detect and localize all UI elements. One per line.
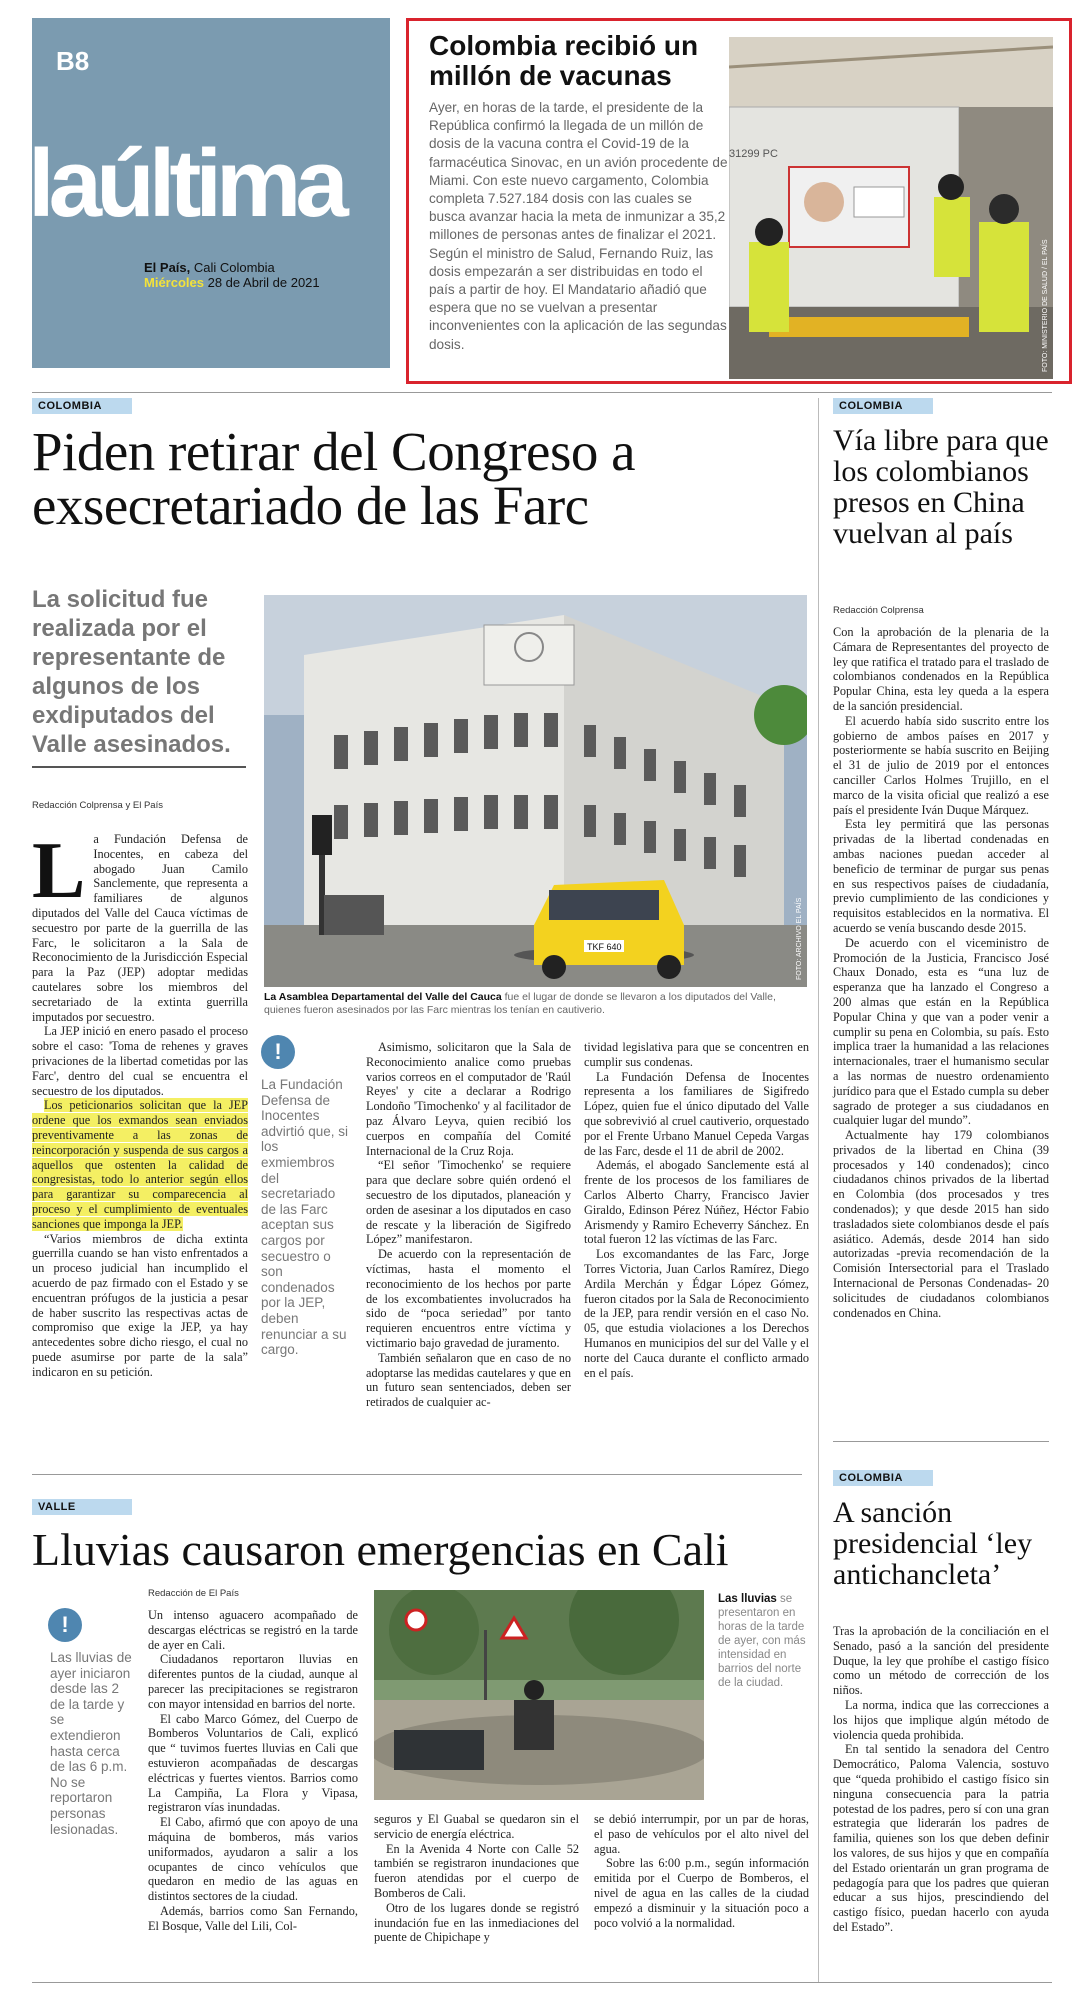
assembly-photo-caption [264, 991, 807, 1017]
right-divider [833, 1441, 1049, 1442]
cali-headline: Lluvias causaron emergencias en Cali [32, 1524, 729, 1575]
flood-photo-caption [718, 1592, 810, 1690]
farc-sidenote: La Fundación Defensa de Inocentes advirtió que, si los exmiembros del secretariado de las Farc aceptan sus cargos por secuestro o son condenados por la JEP, deben renunciar a su cargo. [261, 1077, 349, 1358]
caption-text: fue el lugar de donde se llevaron a los diputados del Valle, quienes fueron asesinados por las Farc mientras los tenían en cautiverio. [264, 991, 776, 1016]
cali-p1: Un intenso aguacero acompañado de descargas eléctricas se registró en la tarde de ayer en Cali. [148, 1608, 358, 1652]
cali-c3p0: se debió interrumpir, por un par de horas, el paso de vehículos por el alto nivel del agua. [594, 1812, 809, 1856]
masthead-dateline [144, 260, 320, 290]
assembly-photo [264, 595, 807, 987]
column-divider [818, 398, 819, 1983]
section-logo: laúltima [28, 130, 343, 237]
vaccine-headline: Colombia recibió un millón de vacunas [429, 30, 699, 91]
china-kicker: COLOMBIA [833, 398, 933, 414]
cali-kicker: VALLE [32, 1499, 132, 1515]
farc-c2p3: De acuerdo con la representación de víctimas, hasta el momento el reconocimiento de los hechos por parte de los excombatientes involucrados ha sido de “poca seriedad” por tanto requieren encuentros entre víctima y victimario bajo gravedad de juramento. [366, 1247, 571, 1350]
flood-photo-illustration [374, 1590, 704, 1800]
cali-byline: Redacción de El País [148, 1588, 239, 1599]
cali-c2p0: seguros y El Guabal se quedaron sin el servicio de energía eléctrica. [374, 1812, 579, 1841]
weekday: Miércoles [144, 275, 204, 290]
farc-kicker: COLOMBIA [32, 398, 132, 414]
chancleta-p1: Tras la aprobación de la conciliación en el Senado, pasó a la sanción del presidente Duque, la ley que prohíbe el castigo físico como un método de corrección de los niños. [833, 1624, 1049, 1698]
china-p5: Actualmente hay 179 colombianos privados de la libertad en China (39 procesados y 140 condenados); cinco ciudadanos chinos privados de la libertad en Colombia (dos procesados y tres condenados); y que desde 2015 han sido trasladados siete colombianos desde el país asiático. Además, desde 2014 han sido autorizadas -previa recomendación de la Comisión Intersectorial para el Traslado Internacional de Personas Condenadas- 20 solicitudes de ciudadanos colombianos condenados en China. [833, 1128, 1049, 1320]
farc-p3-highlight: Los peticionarios solicitan que la JEP ordene que los exmandos sean enviados preventivamente a las zonas de reincorporación y suspenda de sus cargos a aquellos que ostenten la calidad de congresistas, todo lo anterior según ellos para garantizar su comparecencia al proceso y el cumplimiento de eventuales sanciones que imponga la JEP. [32, 1098, 248, 1231]
farc-c2p1: Asimismo, solicitaron que la Sala de Reconocimiento analice como pruebas varios correos en el computador de 'Raúl Reyes' y cite a declarar a Rodrigo Londoño 'Timochenko' y al facilitador de paz Álvaro Leyva, quien recibió los cuerpos en compañía del Comité Internacional de la Cruz Roja. [366, 1040, 571, 1158]
farc-p4: “Varios miembros de dicha extinta guerrilla cuando se han visto enfrentados a un proceso judicial han incumplido el acuerdo de paz firmado con el Estado y se encuentran prófugos de la justicia a pesar de haber suscrito las respectivas actas de compromiso que exige la JEP, ya hay antecedentes sobre dicho riesgo, el cual no puede asumirse por parte de la sala” indicaron en su petición. [32, 1231, 248, 1379]
taxi-plate: TKF 640 [587, 942, 622, 952]
cali-sidenote: Las lluvias de ayer iniciaron desde las 2 de la tarde y se extendieron hasta cerca de las 6 p.m. No se reportaron personas lesionadas. [50, 1650, 132, 1837]
deck-rule [32, 766, 246, 768]
top-divider [32, 392, 1052, 393]
farc-c3p3: Los excomandantes de las Farc, Jorge Torres Victoria, Juan Carlos Ramírez, Diego Ardila Merchán y Édgar López Gómez, fueron citados por la Sala de Reconocimiento de la JEP, para rendir versión en el caso No. 05, que estudia violaciones a los Derechos Humanos en municipios del sur del Valle y el norte del Cauca durante el conflicto armado en el país. [584, 1247, 809, 1380]
cali-column-1 [148, 1608, 358, 1934]
farc-c3p0: tividad legislativa para que se concentren en cumplir sus condenas. [584, 1040, 809, 1069]
caption-bold: La Asamblea Departamental del Valle del Cauca [264, 991, 502, 1003]
paper-name: El País, [144, 260, 191, 275]
cali-caption-bold: Las lluvias [718, 1593, 777, 1605]
exclamation-icon: ! [261, 1035, 295, 1069]
assembly-photo-credit: FOTO: ARCHIVO EL PAÍS [796, 897, 803, 980]
chancleta-body [833, 1624, 1049, 1935]
masthead [28, 18, 390, 368]
cali-p4: El Cabo, afirmó que con apoyo de una máquina de bomberos, más varios uniformados, ayudaron a salir a los ocupantes de cinco vehículos que quedaron en medio de las aguas en distintos sectores de la ciudad. [148, 1815, 358, 1904]
city: Cali Colombia [190, 260, 275, 275]
farc-column-1 [32, 827, 248, 1379]
farc-c2p4: También señalaron que en caso de no adoptarse las medidas cautelares y que en un futuro sean sentenciados, deben ser retirados de cualquier ac- [366, 1350, 571, 1410]
flood-photo [374, 1590, 704, 1800]
chancleta-p2: La norma, indica que las correcciones a los hijos que implique algún método de violencia queda prohibida. [833, 1697, 1049, 1742]
farc-column-3 [584, 1040, 809, 1380]
farc-byline: Redacción Colprensa y El País [32, 800, 163, 811]
cali-caption-text: se presentaron en horas de la tarde de ayer, con más intensidad en barrios del norte de la ciudad. [718, 1593, 806, 1689]
china-body [833, 625, 1049, 1320]
bottom-rule [32, 1982, 1052, 1983]
cali-column-3 [594, 1812, 809, 1930]
farc-c3p2: Además, el abogado Sanclemente está al frente de los procesos de los familiares de Carlos Alberto Charry, Francisco Javier Giraldo, Edinson Pérez Núñez, Héctor Fabio Arismendy y Ramiro Echeverry Sánchez. En total fueron 12 las víctimas de las Farc. [584, 1158, 809, 1247]
assembly-photo-illustration [264, 595, 807, 987]
china-p2: El acuerdo había sido suscrito entre los gobierno de ambos países en 2017 y posteriormente se había suscrito en Beijing el 31 de julio de 2019 por el entonces canciller Carlos Holmes Trujillo, en el marco de la visita oficial que realizó a ese país el presidente Iván Duque Márquez. [833, 713, 1049, 817]
chancleta-kicker: COLOMBIA [833, 1470, 933, 1486]
exclamation-icon: ! [48, 1608, 82, 1642]
section-divider [32, 1474, 802, 1475]
china-p1: Con la aprobación de la plenaria de la Cámara de Representantes del proyecto de ley que ratifica el tratado para el traslado de colombianos condenados en la República Popular China, esta ley queda a la espera de la sanción presidencial. [833, 625, 1049, 713]
farc-c3p1: La Fundación Defensa de Inocentes representa a los familiares de Sigifredo López, quien fue el único diputado del Valle que sobrevivió al cruel cautiverio, orquestado por el Frente Urbano Manuel Cepeda Vargas de las Farc, desde el 11 de abril de 2002. [584, 1069, 809, 1158]
vaccine-body: Ayer, en horas de la tarde, el presidente de la República confirmó la llegada de un millón de dosis de la vacuna contra el Covid-19 de la farmacéutica Sinovac, en un avión procedente de Miami. Con este nuevo cargamento, Colombia completa 7.527.184 dosis con las cuales se busca avanzar hacia la meta de inmunizar a 35,2 millones de personas antes de finalizar el 2021. Según el ministro de Salud, Fernando Ruiz, las dosis empezarán a ser distribuidas en todo el país a partir de hoy. El Mandatario añadió que espera que no se vuelvan a presentar inconvenientes con la aplicación de las segundas dosis. [429, 100, 728, 352]
vaccine-photo [729, 37, 1053, 379]
china-byline: Redacción Colprensa [833, 605, 924, 616]
china-p3: Esta ley permitirá que las personas privadas de la libertad condenadas en ambas naciones puedan acceder al beneficio de terminar de purgar sus penas en sus respectivos países de ciudadanía, previo cumplimiento de las condiciones y requisitos establecidos en la normativa. El acuerdo se venía buscando desde 2015. [833, 817, 1049, 935]
chancleta-headline: A sanción presidencial ‘ley antichancleta’ [833, 1496, 1033, 1591]
cali-c3p1: Sobre las 6:00 p.m., según información emitida por el Cuerpo de Bomberos, el nivel de agua en las calles de la ciudad empezó a disminuir y la situación poco a poco volvió a la normalidad. [594, 1856, 809, 1930]
farc-c2p2: “El señor 'Timochenko' se requiere para que declare sobre quién ordenó el secuestro de los diputados, planeación y orden de asesinar a los diputados en caso de rescate y la liberación de Sigifredo López” manifestaron. [366, 1158, 571, 1247]
china-headline: Vía libre para que los colombianos presos en China vuelvan al país [833, 424, 1049, 550]
cali-p3: El cabo Marco Gómez, del Cuerpo de Bomberos Voluntarios de Cali, explicó que “ tuvimos fuertes lluvias en Cali que estuvieron acompañadas de descargas eléctricas y fuertes vientos. Barrios como La Campiña, La Flora y Vipasa, registraron vías inundadas. [148, 1711, 358, 1815]
china-p4: De acuerdo con el viceministro de Promoción de la Justicia, Francisco José Chaux Donado, esta es “una luz de esperanza que ha lanzado el Congreso a 200 almas que están en la República Popular China y que van a poder venir a cumplir su pena en Colombia, su país. Esto implica traer la humanidad a las relaciones internacionales, traer el humanismo secular a las normas de nuestro ordenamiento jurídico para que el Estado cumpla su deber sagrado de proteger a sus ciudadanos en cualquier lugar del mundo”. [833, 935, 1049, 1128]
dropcap: L [32, 827, 86, 915]
farc-headline: Piden retirar del Congreso a exsecretariado de las Farc [32, 421, 636, 536]
crate-label: 31299 PC [729, 148, 778, 160]
farc-lead: a Fundación Defensa de Inocentes, en cabeza del abogado Juan Camilo Sanclemente, que representa a familiares de algunos diputados del Valle del Cauca víctimas de secuestro por parte de la guerrilla de las Farc, le solicitaron a la Sala de Reconocimiento de la Jurisdicción Especial para la Paz (JEP) adoptar medidas cautelares sobre los miembros del secretariado de la extinta guerrilla imputados por secuestro. [32, 832, 248, 1024]
cali-p5: Además, barrios como San Fernando, El Bosque, Valle del Lili, Col- [148, 1903, 358, 1933]
date: 28 de Abril de 2021 [203, 275, 320, 290]
cali-c2p2: Otro de los lugares donde se registró inundación fue en las inmediaciones del puente de Chipichape y [374, 1900, 579, 1945]
chancleta-p3: En tal sentido la senadora del Centro Democrático, Paloma Valencia, sostuvo que “queda prohibido el castigo físico sin ninguna consecuencia para la patria potestad de los padres, pero sí con una gran estrategia que liderarán los padres de familia, quienes son los que deben definir los valores, de sus hijos y que en compañía del Estado orientarán un gran programa de pedagogía para que los padres que quieran educar a sus hijos, prescindiendo del castigo físico, puedan hacerlo con ayuda del Estado”. [833, 1742, 1049, 1934]
farc-p2: La JEP inició en enero pasado el proceso sobre el caso: 'Toma de rehenes y graves privaciones de la libertad cometidas por las Farc', dentro del cual se encuentra el secuestro de los diputados. [32, 1024, 248, 1098]
vaccine-feature-box [406, 18, 1072, 384]
farc-column-2 [366, 1040, 571, 1410]
farc-deck: La solicitud fue realizada por el representante de algunos de los exdiputados del Valle asesinados. [32, 586, 231, 758]
page-number: B8 [56, 46, 90, 76]
cali-c2p1: En la Avenida 4 Norte con Calle 52 también se registraron inundaciones que fueron atendidas por el cuerpo de Bomberos de Cali. [374, 1841, 579, 1900]
vaccine-photo-illustration [729, 37, 1053, 379]
vaccine-photo-credit: FOTO: MINISTERIO DE SALUD / EL PAÍS [1042, 239, 1049, 372]
cali-p2: Ciudadanos reportaron lluvias en diferentes puntos de la ciudad, aunque al parecer las precipitaciones se registraron con mayor intensidad en barrios del norte. [148, 1652, 358, 1711]
cali-column-2 [374, 1812, 579, 1945]
